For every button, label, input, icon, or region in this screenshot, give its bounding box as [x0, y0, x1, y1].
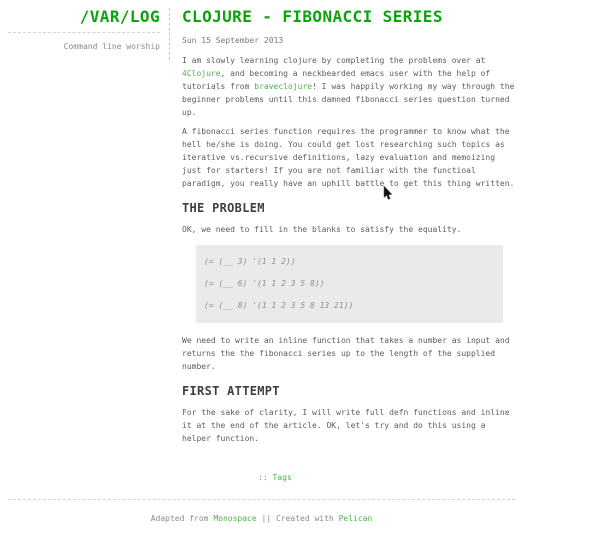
- link-braveclojure[interactable]: braveclojure: [254, 82, 313, 91]
- page: [8, 0, 515, 524]
- paragraph-text: , and becoming a neckbearded emacs user with the help of tutorials from: [182, 69, 491, 91]
- page-footer: [8, 499, 515, 524]
- heading-the-problem: THE PROBLEM: [182, 201, 265, 215]
- mouse-cursor-icon: [383, 186, 393, 201]
- paragraph-attempt-intro: For the sake of clarity, I will write full defn functions and inline it at the end of the article. OK, let's try and do this using a helper function.: [182, 408, 510, 443]
- sidebar: [8, 8, 170, 60]
- paragraph-difficulty: A fibonacci series function requires the programmer to know what the hell he/she is doing. You could get lost researching such topics as iterative vs.recursive definitions, lazy evaluation and memoizing just for starters! If you are not familiar with the functioal paradigm, you really have an uphill battle to get this thing written.: [182, 127, 515, 188]
- post-date: Sun 15 September 2013: [182, 36, 284, 45]
- sidebar-divider: [8, 32, 160, 33]
- code-line: (= (__ 3) '(1 1 2)): [204, 257, 296, 266]
- tags-prefix: ::: [258, 473, 273, 482]
- article: [182, 8, 515, 483]
- site-tagline: Command line worship: [63, 42, 160, 51]
- site-title-link[interactable]: /VAR/LOG: [79, 7, 160, 26]
- post-title: [182, 8, 515, 26]
- paragraph-task: We need to write an inline function that takes a number as input and returns the the fibonacci series up to the length of the supplied number.: [182, 336, 510, 371]
- footer-text: Adapted from: [150, 514, 214, 523]
- content-columns: [8, 8, 515, 483]
- code-line: (= (__ 6) '(1 1 2 3 5 8)): [204, 279, 325, 288]
- tags-row: [258, 473, 515, 483]
- paragraph-text: ! I was happily working my way through the beginner problems until this damned fibonacci series question turned up.: [182, 82, 515, 117]
- paragraph-text: I am slowly learning clojure by completing the problems over at: [182, 56, 486, 65]
- pelican-link[interactable]: Pelican: [338, 514, 373, 523]
- site-title: [8, 8, 160, 26]
- code-block: [196, 245, 503, 323]
- paragraph-intro: [182, 54, 515, 119]
- tags-link[interactable]: Tags: [272, 473, 292, 482]
- paragraph-problem-intro: OK, we need to fill in the blanks to satisfy the equality.: [182, 225, 462, 234]
- heading-first-attempt: FIRST ATTEMPT: [182, 384, 280, 398]
- link-4clojure[interactable]: 4Clojure: [182, 69, 221, 78]
- code-line: (= (__ 8) '(1 1 2 3 5 8 13 21)): [204, 301, 354, 310]
- footer-text: || Created with: [256, 514, 339, 523]
- monospace-link[interactable]: Monospace: [213, 514, 257, 523]
- post-title-link[interactable]: CLOJURE - FIBONACCI SERIES: [182, 7, 443, 26]
